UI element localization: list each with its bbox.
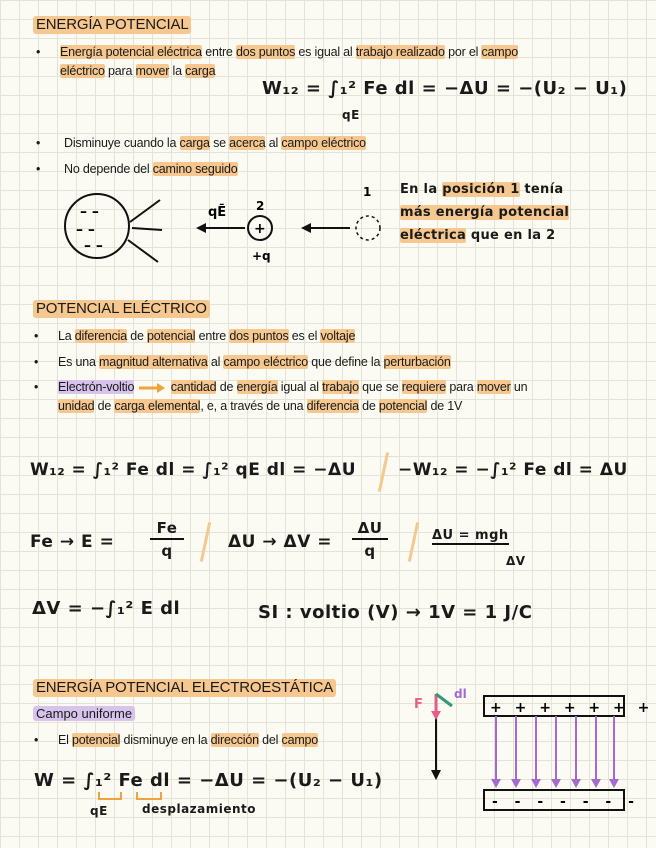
text-fragment: Es una — [58, 355, 99, 369]
text-fragment: En la — [400, 182, 443, 197]
formula-work-integral: W₁₂ = ∫₁² Fe dl = −ΔU = −(U₂ − U₁) — [262, 78, 628, 99]
field-line — [132, 228, 162, 230]
diagram-charge-field — [40, 180, 400, 270]
text-fragment: campo eléctrico — [223, 355, 308, 369]
underbrace-dl — [136, 792, 162, 800]
field-direction-arrowhead — [431, 770, 441, 780]
bullet-energia-potencial — [36, 43, 620, 81]
displacement-vector — [436, 694, 452, 706]
force-label: qĒ — [208, 205, 227, 220]
bullet-dot: • — [34, 355, 39, 369]
text-fragment: de — [126, 329, 148, 343]
formula-minus-work: −W₁₂ = −∫₁² Fe dl = ΔU — [398, 460, 628, 480]
bullet-dot: • — [34, 380, 39, 394]
text-fragment: camino seguido — [152, 162, 238, 176]
bullet-diferencia — [34, 327, 356, 346]
section-title-energia-potencial: ENERGÍA POTENCIAL — [33, 16, 191, 34]
text-fragment: perturbación — [383, 355, 451, 369]
text-fragment: cantidad — [170, 380, 217, 394]
text-fragment: disminuye en la — [120, 733, 211, 747]
bullet-dot: • — [34, 733, 39, 747]
text-fragment: requiere — [401, 380, 447, 394]
text-fragment: campo — [481, 45, 518, 59]
plate-minus-signs: - - - - - - - — [492, 794, 640, 810]
fraction-numerator: Fe — [150, 518, 184, 540]
charge-label: +q — [252, 249, 271, 263]
field-lines — [496, 716, 614, 784]
text-fragment: El — [58, 733, 72, 747]
text-fragment: carga — [185, 64, 216, 78]
subtitle-campo-uniforme: Campo uniforme — [33, 706, 135, 721]
bullet-electron-voltio — [34, 378, 628, 416]
text-fragment: entre — [195, 329, 230, 343]
bullet-magnitud — [34, 353, 451, 372]
text-fragment: la — [169, 64, 186, 78]
text-fragment: dos puntos — [235, 45, 296, 59]
bullet-disminuye — [36, 134, 366, 153]
underbrace-fe — [98, 792, 122, 800]
minus-sign: – – — [76, 222, 95, 238]
arrow-icon — [137, 383, 167, 393]
minus-sign: – – — [80, 204, 99, 220]
text-fragment: potencial — [72, 733, 121, 747]
formula-potential-integral: ΔV = −∫₁² E dl — [32, 598, 181, 619]
text-fragment: dirección — [210, 733, 259, 747]
position-1-label: 1 — [363, 185, 372, 199]
text-fragment: posición 1 — [442, 182, 520, 197]
bullet-dot: • — [36, 136, 41, 150]
force-vector-head — [431, 711, 441, 720]
text-fragment: potencial — [147, 329, 196, 343]
fraction-denominator: q — [161, 542, 173, 560]
text-fragment: campo eléctrico — [281, 136, 366, 150]
text-fragment: es igual al — [295, 45, 356, 59]
fraction-denominator: q — [364, 542, 376, 560]
text-fragment: eléctrica — [400, 228, 467, 243]
position-2-label: 2 — [256, 199, 265, 213]
text-fragment: acerca — [229, 136, 266, 150]
text-fragment: más energía potencial — [400, 205, 570, 220]
field-line — [130, 200, 160, 222]
text-fragment: potencial — [378, 399, 428, 413]
text-fragment: de — [358, 399, 379, 413]
text-fragment: unidad — [58, 399, 95, 413]
formula-gravity-analogy: ΔU = mgh — [432, 528, 509, 543]
bullet-dot: • — [34, 329, 39, 343]
dl-label: dl — [454, 687, 467, 701]
text-fragment: por el — [444, 45, 482, 59]
text-fragment: diferencia — [306, 399, 359, 413]
text-fragment: La — [58, 329, 75, 343]
text-fragment: campo — [281, 733, 319, 747]
bullet-dot: • — [36, 162, 41, 176]
text-fragment: para — [446, 380, 477, 394]
minus-sign: – – — [84, 238, 103, 254]
charge-sign: + — [254, 221, 266, 237]
text-fragment: Energía potencial eléctrica — [60, 45, 202, 59]
note-posicion — [400, 178, 640, 247]
fraction-numerator: ΔU — [352, 518, 388, 540]
text-fragment: se — [209, 136, 230, 150]
text-fragment: carga — [179, 136, 210, 150]
initial-position-circle — [356, 216, 380, 240]
formula-potential-from-energy: ΔU → ΔV = — [228, 532, 333, 552]
formula-work-uniform: W = ∫₁² Fe dl = −ΔU = −(U₂ − U₁) — [34, 770, 383, 791]
force-label: F — [414, 697, 423, 712]
text-fragment: magnitud alternativa — [99, 355, 208, 369]
text-fragment: al — [265, 136, 282, 150]
text-fragment: , e, a través de una — [200, 399, 307, 413]
separator — [200, 522, 211, 562]
text-fragment: igual al — [277, 380, 323, 394]
text-fragment: energía — [236, 380, 278, 394]
text-fragment: trabajo realizado — [355, 45, 445, 59]
text-fragment: eléctrico — [60, 64, 105, 78]
text-fragment: de 1V — [427, 399, 463, 413]
formula-field-from-force: Fe → E = — [30, 532, 115, 552]
bullet-dot: • — [36, 45, 41, 59]
text-fragment: No depende del — [64, 162, 153, 176]
separator — [408, 522, 419, 562]
text-fragment: Disminuye cuando la — [64, 136, 180, 150]
bullet-potencial-disminuye — [34, 731, 319, 750]
text-fragment: Electrón-voltio — [58, 380, 135, 394]
formula-work-equals-minus-du: W₁₂ = ∫₁² Fe dl = ∫₁² qE dl = −ΔU — [30, 460, 357, 480]
text-fragment: para — [104, 64, 136, 78]
text-fragment: dos puntos — [229, 329, 289, 343]
text-fragment: mover — [476, 380, 511, 394]
text-fragment: al — [207, 355, 224, 369]
text-fragment: es el — [288, 329, 321, 343]
si-unit-volt: SI : voltio (V) → 1V = 1 J/C — [258, 602, 533, 623]
text-fragment: de — [94, 399, 115, 413]
text-fragment: del — [258, 733, 282, 747]
text-fragment: que define la — [308, 355, 384, 369]
field-arrowheads — [491, 779, 619, 788]
section-title-electroestatica: ENERGÍA POTENCIAL ELECTROESTÁTICA — [33, 679, 336, 697]
separator — [378, 452, 389, 492]
displacement-arrow-head — [301, 223, 311, 233]
plate-plus-signs: + + + + + + + — [490, 700, 654, 716]
text-fragment: carga elemental — [114, 399, 201, 413]
text-fragment: diferencia — [74, 329, 127, 343]
text-fragment: de — [216, 380, 237, 394]
label-qe: qE — [90, 804, 108, 818]
force-arrow-head — [196, 223, 206, 233]
text-fragment: que se — [358, 380, 402, 394]
text-fragment: entre — [201, 45, 236, 59]
text-fragment: un — [510, 380, 528, 394]
label-desplazamiento: desplazamiento — [142, 802, 257, 816]
text-fragment: que en la 2 — [466, 228, 556, 243]
text-fragment: mover — [135, 64, 170, 78]
diagram-uniform-field — [404, 680, 654, 820]
section-title-potencial-electrico: POTENCIAL ELÉCTRICO — [33, 300, 210, 318]
text-fragment: tenía — [519, 182, 564, 197]
field-line — [128, 240, 158, 262]
formula-gravity-denominator: ΔV — [506, 554, 526, 568]
text-fragment: trabajo — [322, 380, 359, 394]
formula-work-subscript: qE — [342, 108, 360, 122]
text-fragment: voltaje — [320, 329, 356, 343]
bullet-no-depende — [36, 160, 238, 179]
